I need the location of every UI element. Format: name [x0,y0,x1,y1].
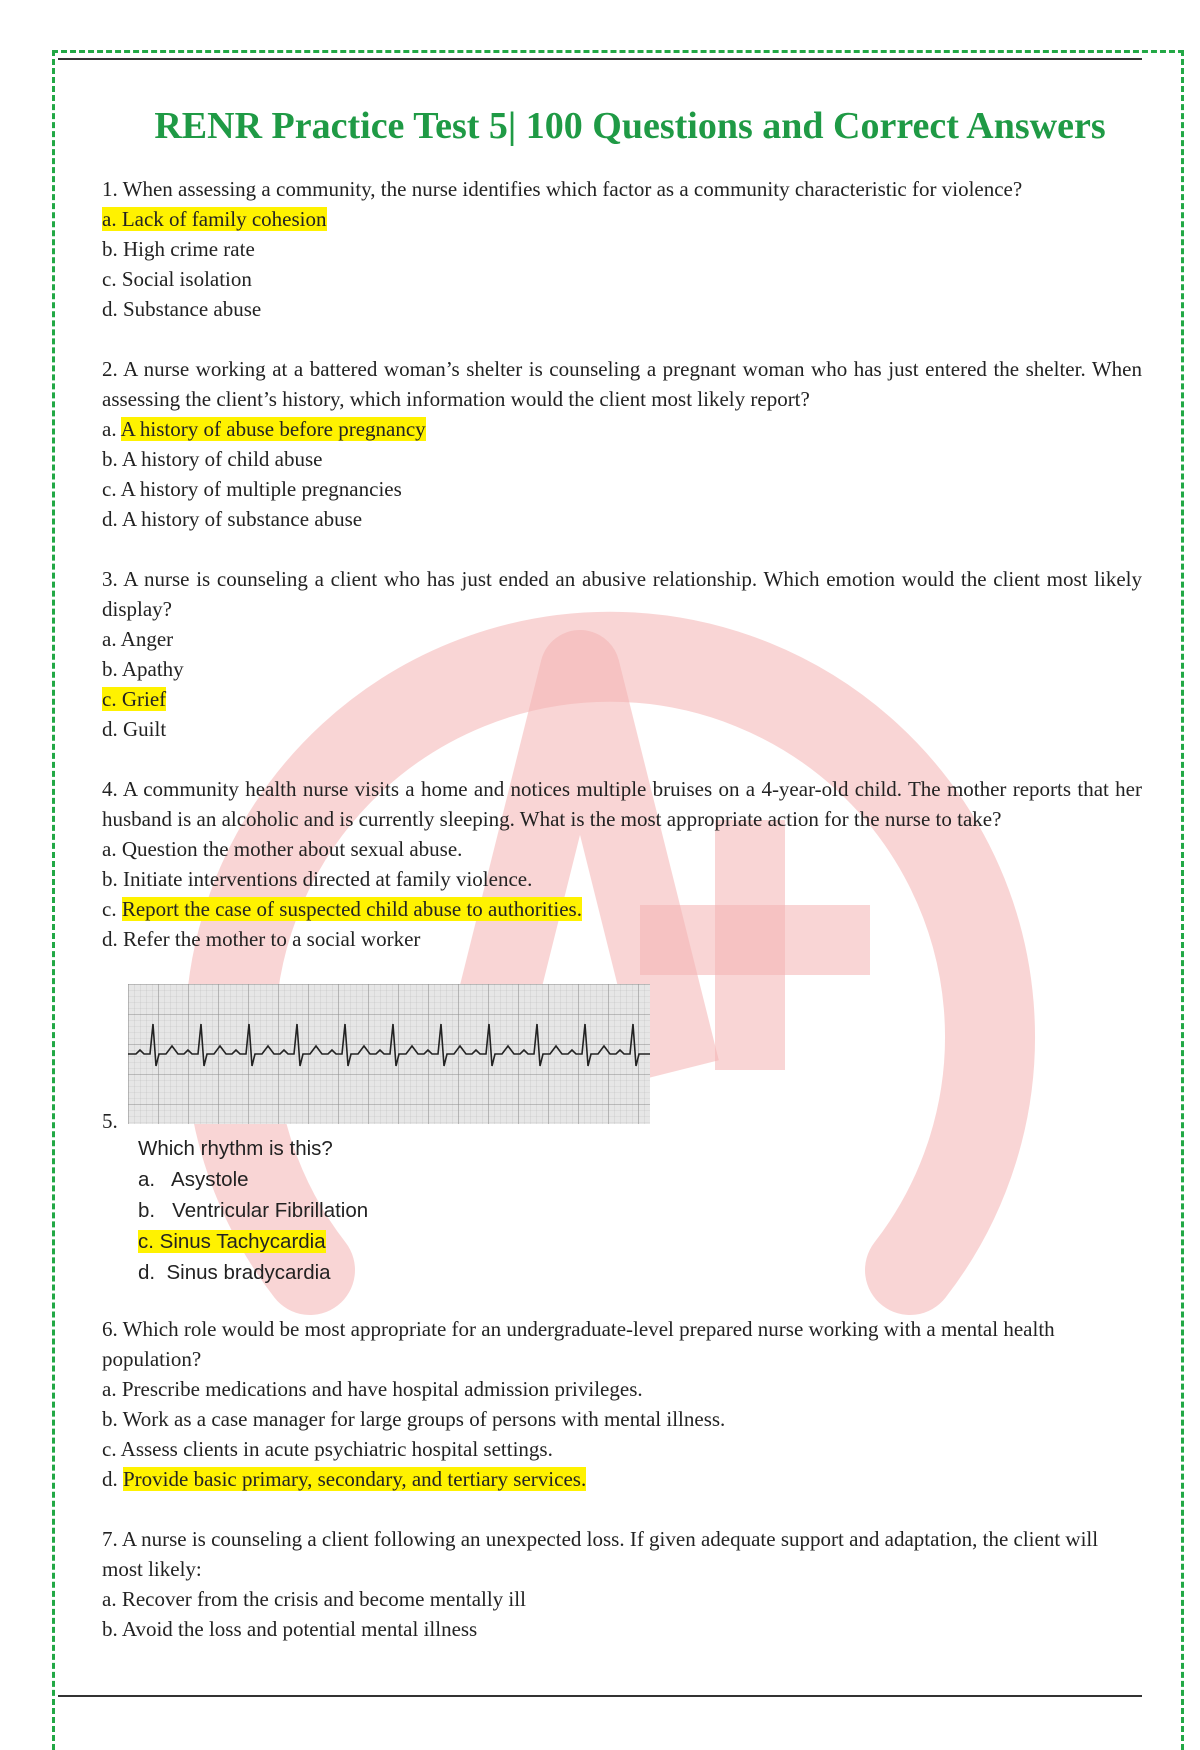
option-a: a. Anger [102,627,174,651]
option-c: c. Social isolation [102,267,252,291]
option-d: d. Guilt [102,717,167,741]
correct-answer-highlight: Provide basic primary, secondary, and tertiary services. [123,1467,587,1491]
option-a: a. Question the mother about sexual abuse. [102,837,463,861]
question-stem: 7. A nurse is counseling a client following an unexpected loss. If given adequate support and adaptation, the client will most likely: [102,1527,1099,1581]
question-5 [102,984,1142,1288]
option-d: d. A history of substance abuse [102,507,363,531]
option-c [102,894,1142,924]
question-6 [102,1314,1142,1494]
question-5-body [102,1133,1142,1288]
page-title: RENR Practice Test 5| 100 Questions and Correct Answers [154,105,1106,147]
option-c [102,684,1142,714]
option-a: a. Recover from the crisis and become mentally ill [102,1587,526,1611]
question-list [102,174,1142,1674]
question-3 [102,564,1142,744]
rhythm-figure [102,984,1142,1133]
correct-answer-highlight: c. Grief [102,687,167,711]
correct-answer-highlight: Report the case of suspected child abuse to authorities. [121,897,582,921]
option-d [102,1464,1142,1494]
option-d: d. Sinus bradycardia [138,1261,331,1284]
question-number: 5. [102,1109,118,1133]
correct-answer-highlight: a. Lack of family cohesion [102,207,327,231]
option-c: c. Assess clients in acute psychiatric hospital settings. [102,1437,553,1461]
question-7 [102,1524,1142,1644]
question-2 [102,354,1142,534]
option-a: a. Asystole [138,1168,249,1191]
question-stem: Which rhythm is this? [138,1137,333,1160]
option-b: b. Avoid the loss and potential mental illness [102,1617,478,1641]
option-prefix: c. [102,897,122,921]
option-a [102,204,1142,234]
option-b: b. Initiate interventions directed at family violence. [102,867,533,891]
option-d: d. Refer the mother to a social worker [102,927,421,951]
option-c: c. A history of multiple pregnancies [102,477,402,501]
correct-answer-highlight: A history of abuse before pregnancy [120,417,426,441]
option-b: b. High crime rate [102,237,255,261]
option-prefix: d. [102,1467,123,1491]
question-stem: 4. A community health nurse visits a home and notices multiple bruises on a 4-year-old child. The mother reports that her husband is an alcoholic and is currently sleeping. What is the most appropriate action for the nurse to take? [102,777,1142,831]
option-b: b. Apathy [102,657,184,681]
ecg-strip-image [128,984,650,1124]
top-rule [58,58,1142,60]
question-stem: 6. Which role would be most appropriate for an undergraduate-level prepared nurse working with a mental health population? [102,1317,1055,1371]
bottom-rule [58,1695,1142,1697]
question-1 [102,174,1142,324]
option-b: b. Work as a case manager for large groups of persons with mental illness. [102,1407,726,1431]
question-stem: 1. When assessing a community, the nurse identifies which factor as a community characteristic for violence? [102,177,1023,201]
correct-answer-highlight: c. Sinus Tachycardia [138,1230,326,1253]
option-a [102,414,1142,444]
question-stem: 3. A nurse is counseling a client who has just ended an abusive relationship. Which emotion would the client most likely display? [102,567,1142,621]
question-stem: 2. A nurse working at a battered woman’s shelter is counseling a pregnant woman who has just entered the shelter. When assessing the client’s history, which information would the client most likely report? [102,357,1142,411]
option-d: d. Substance abuse [102,297,262,321]
question-4 [102,774,1142,954]
option-c [138,1226,1142,1257]
option-b: b. Ventricular Fibrillation [138,1199,369,1222]
option-a: a. Prescribe medications and have hospital admission privileges. [102,1377,643,1401]
option-prefix: a. [102,417,121,441]
option-b: b. A history of child abuse [102,447,323,471]
